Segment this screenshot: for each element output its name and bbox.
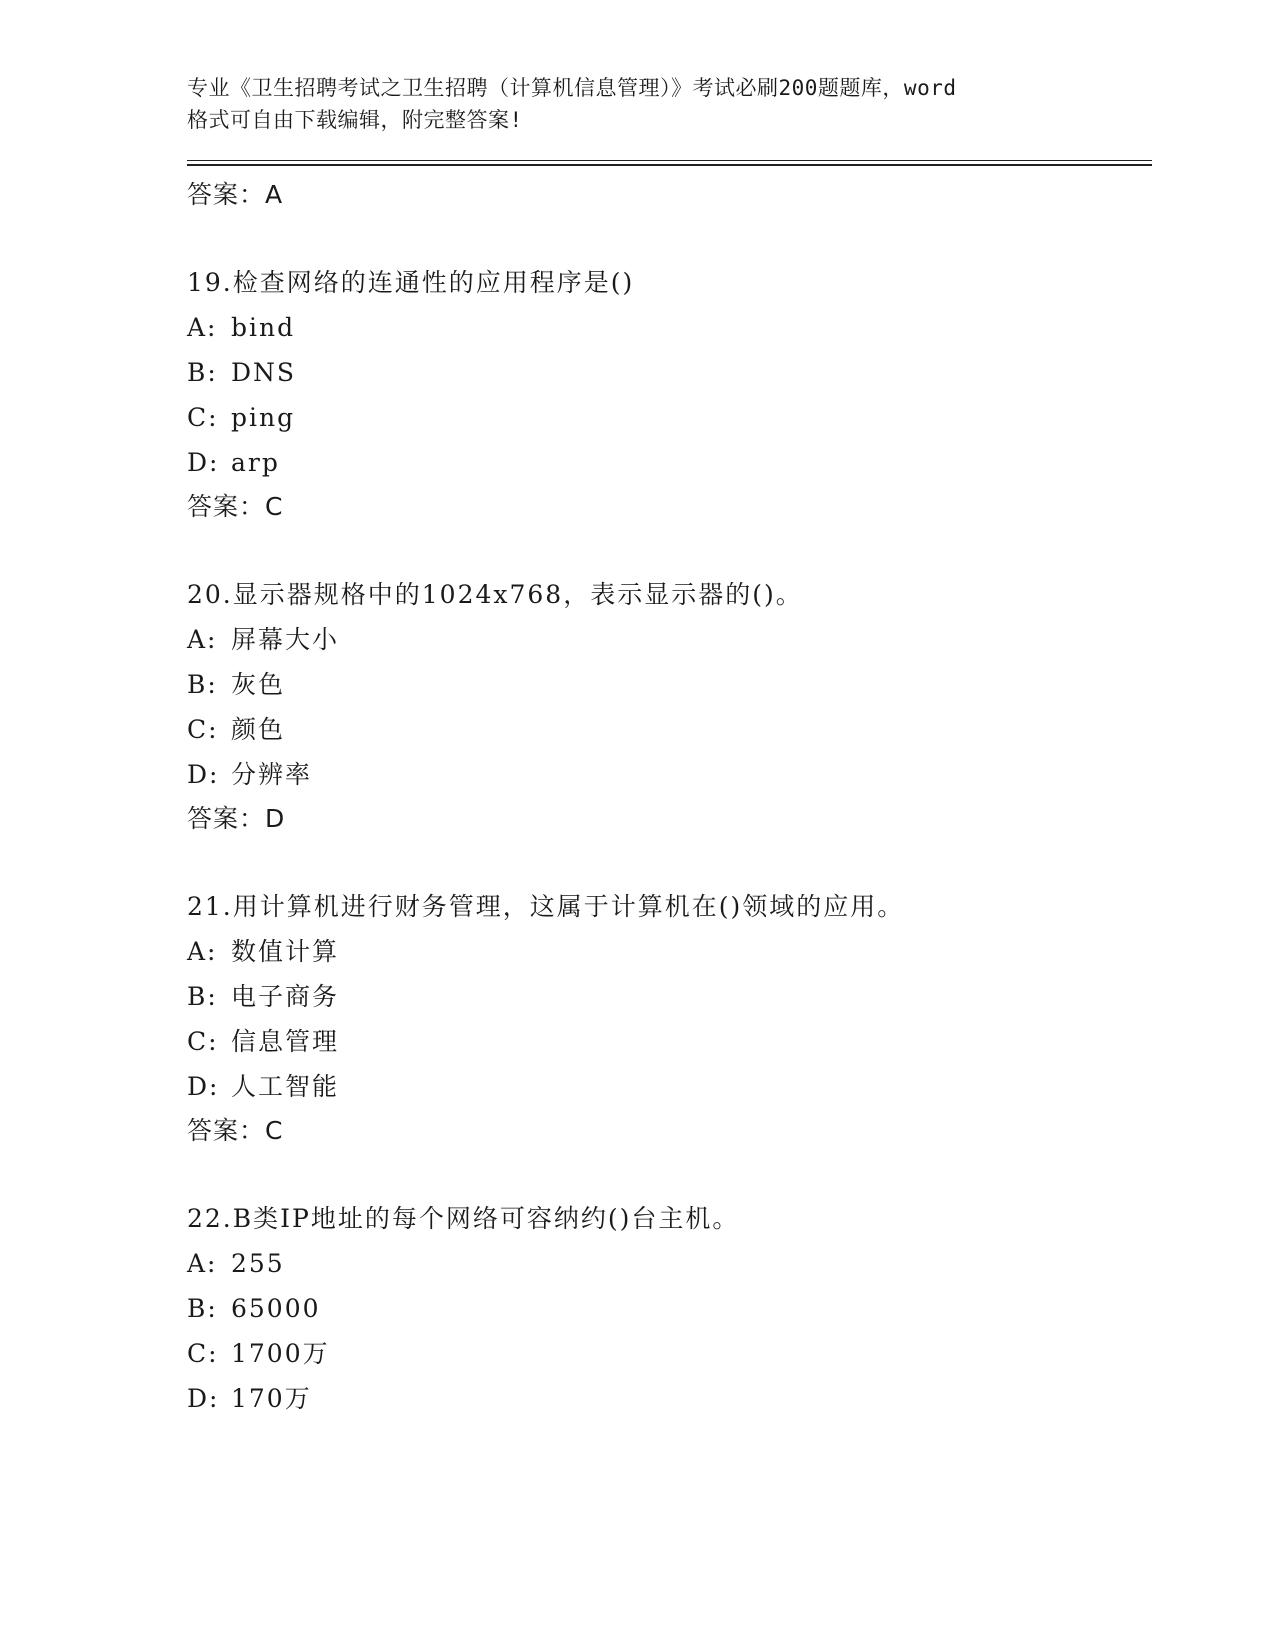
question-title: 20.显示器规格中的1024x768，表示显示器的()。	[187, 580, 803, 609]
question-19	[187, 267, 1152, 523]
option-d	[187, 1071, 1152, 1103]
option-text: DNS	[231, 358, 297, 387]
option-key: A:	[187, 1249, 218, 1278]
option-text: 255	[231, 1249, 285, 1278]
question-answer: 答案：C	[187, 1116, 284, 1145]
option-key: A:	[187, 625, 218, 654]
option-key: D:	[187, 760, 220, 789]
option-text: 数值计算	[231, 937, 340, 966]
option-c	[187, 1338, 1152, 1370]
option-key: B:	[187, 982, 218, 1011]
option-text: 电子商务	[231, 982, 340, 1011]
header-line-1: 专业《卫生招聘考试之卫生招聘（计算机信息管理）》考试必刷200题题库，word	[187, 76, 957, 100]
option-text: 人工智能	[231, 1072, 340, 1101]
option-key: C:	[187, 1339, 219, 1368]
option-key: D:	[187, 1384, 220, 1413]
question-title: 19.检查网络的连通性的应用程序是()	[187, 268, 635, 297]
header-line-2: 格式可自由下载编辑，附完整答案!	[187, 108, 523, 132]
question-21	[187, 891, 1152, 1147]
option-c	[187, 402, 1152, 434]
option-key: B:	[187, 1294, 218, 1323]
option-text: 170万	[231, 1384, 312, 1413]
option-c	[187, 714, 1152, 746]
option-text: arp	[231, 448, 280, 477]
question-20	[187, 579, 1152, 835]
option-c	[187, 1026, 1152, 1058]
question-22	[187, 1203, 1152, 1415]
document-page	[187, 72, 1152, 1415]
option-d	[187, 759, 1152, 791]
option-key: D:	[187, 448, 220, 477]
question-answer: 答案：D	[187, 804, 286, 833]
option-text: 65000	[231, 1294, 321, 1323]
option-text: 分辨率	[231, 760, 313, 789]
question-title: 22.B类IP地址的每个网络可容纳约()台主机。	[187, 1204, 740, 1233]
option-key: D:	[187, 1072, 220, 1101]
option-key: B:	[187, 670, 218, 699]
option-text: 灰色	[231, 670, 286, 699]
question-title: 21.用计算机进行财务管理，这属于计算机在()领域的应用。	[187, 892, 905, 921]
option-text: ping	[231, 403, 296, 432]
option-text: bind	[231, 313, 296, 342]
option-a	[187, 312, 1152, 344]
option-key: C:	[187, 1027, 219, 1056]
option-key: B:	[187, 358, 218, 387]
option-key: A:	[187, 313, 218, 342]
previous-answer: 答案：A	[187, 180, 284, 209]
option-key: A:	[187, 937, 218, 966]
option-b	[187, 981, 1152, 1013]
header-divider	[187, 160, 1152, 166]
option-d	[187, 447, 1152, 479]
option-b	[187, 1293, 1152, 1325]
option-a	[187, 1248, 1152, 1280]
option-key: C:	[187, 715, 219, 744]
option-text: 1700万	[231, 1339, 330, 1368]
option-a	[187, 624, 1152, 656]
option-text: 屏幕大小	[231, 625, 340, 654]
option-a	[187, 936, 1152, 968]
option-text: 信息管理	[231, 1027, 340, 1056]
option-key: C:	[187, 403, 219, 432]
option-text: 颜色	[231, 715, 286, 744]
option-b	[187, 669, 1152, 701]
question-answer: 答案：C	[187, 492, 284, 521]
option-d	[187, 1383, 1152, 1415]
document-header	[187, 72, 1087, 136]
option-b	[187, 357, 1152, 389]
